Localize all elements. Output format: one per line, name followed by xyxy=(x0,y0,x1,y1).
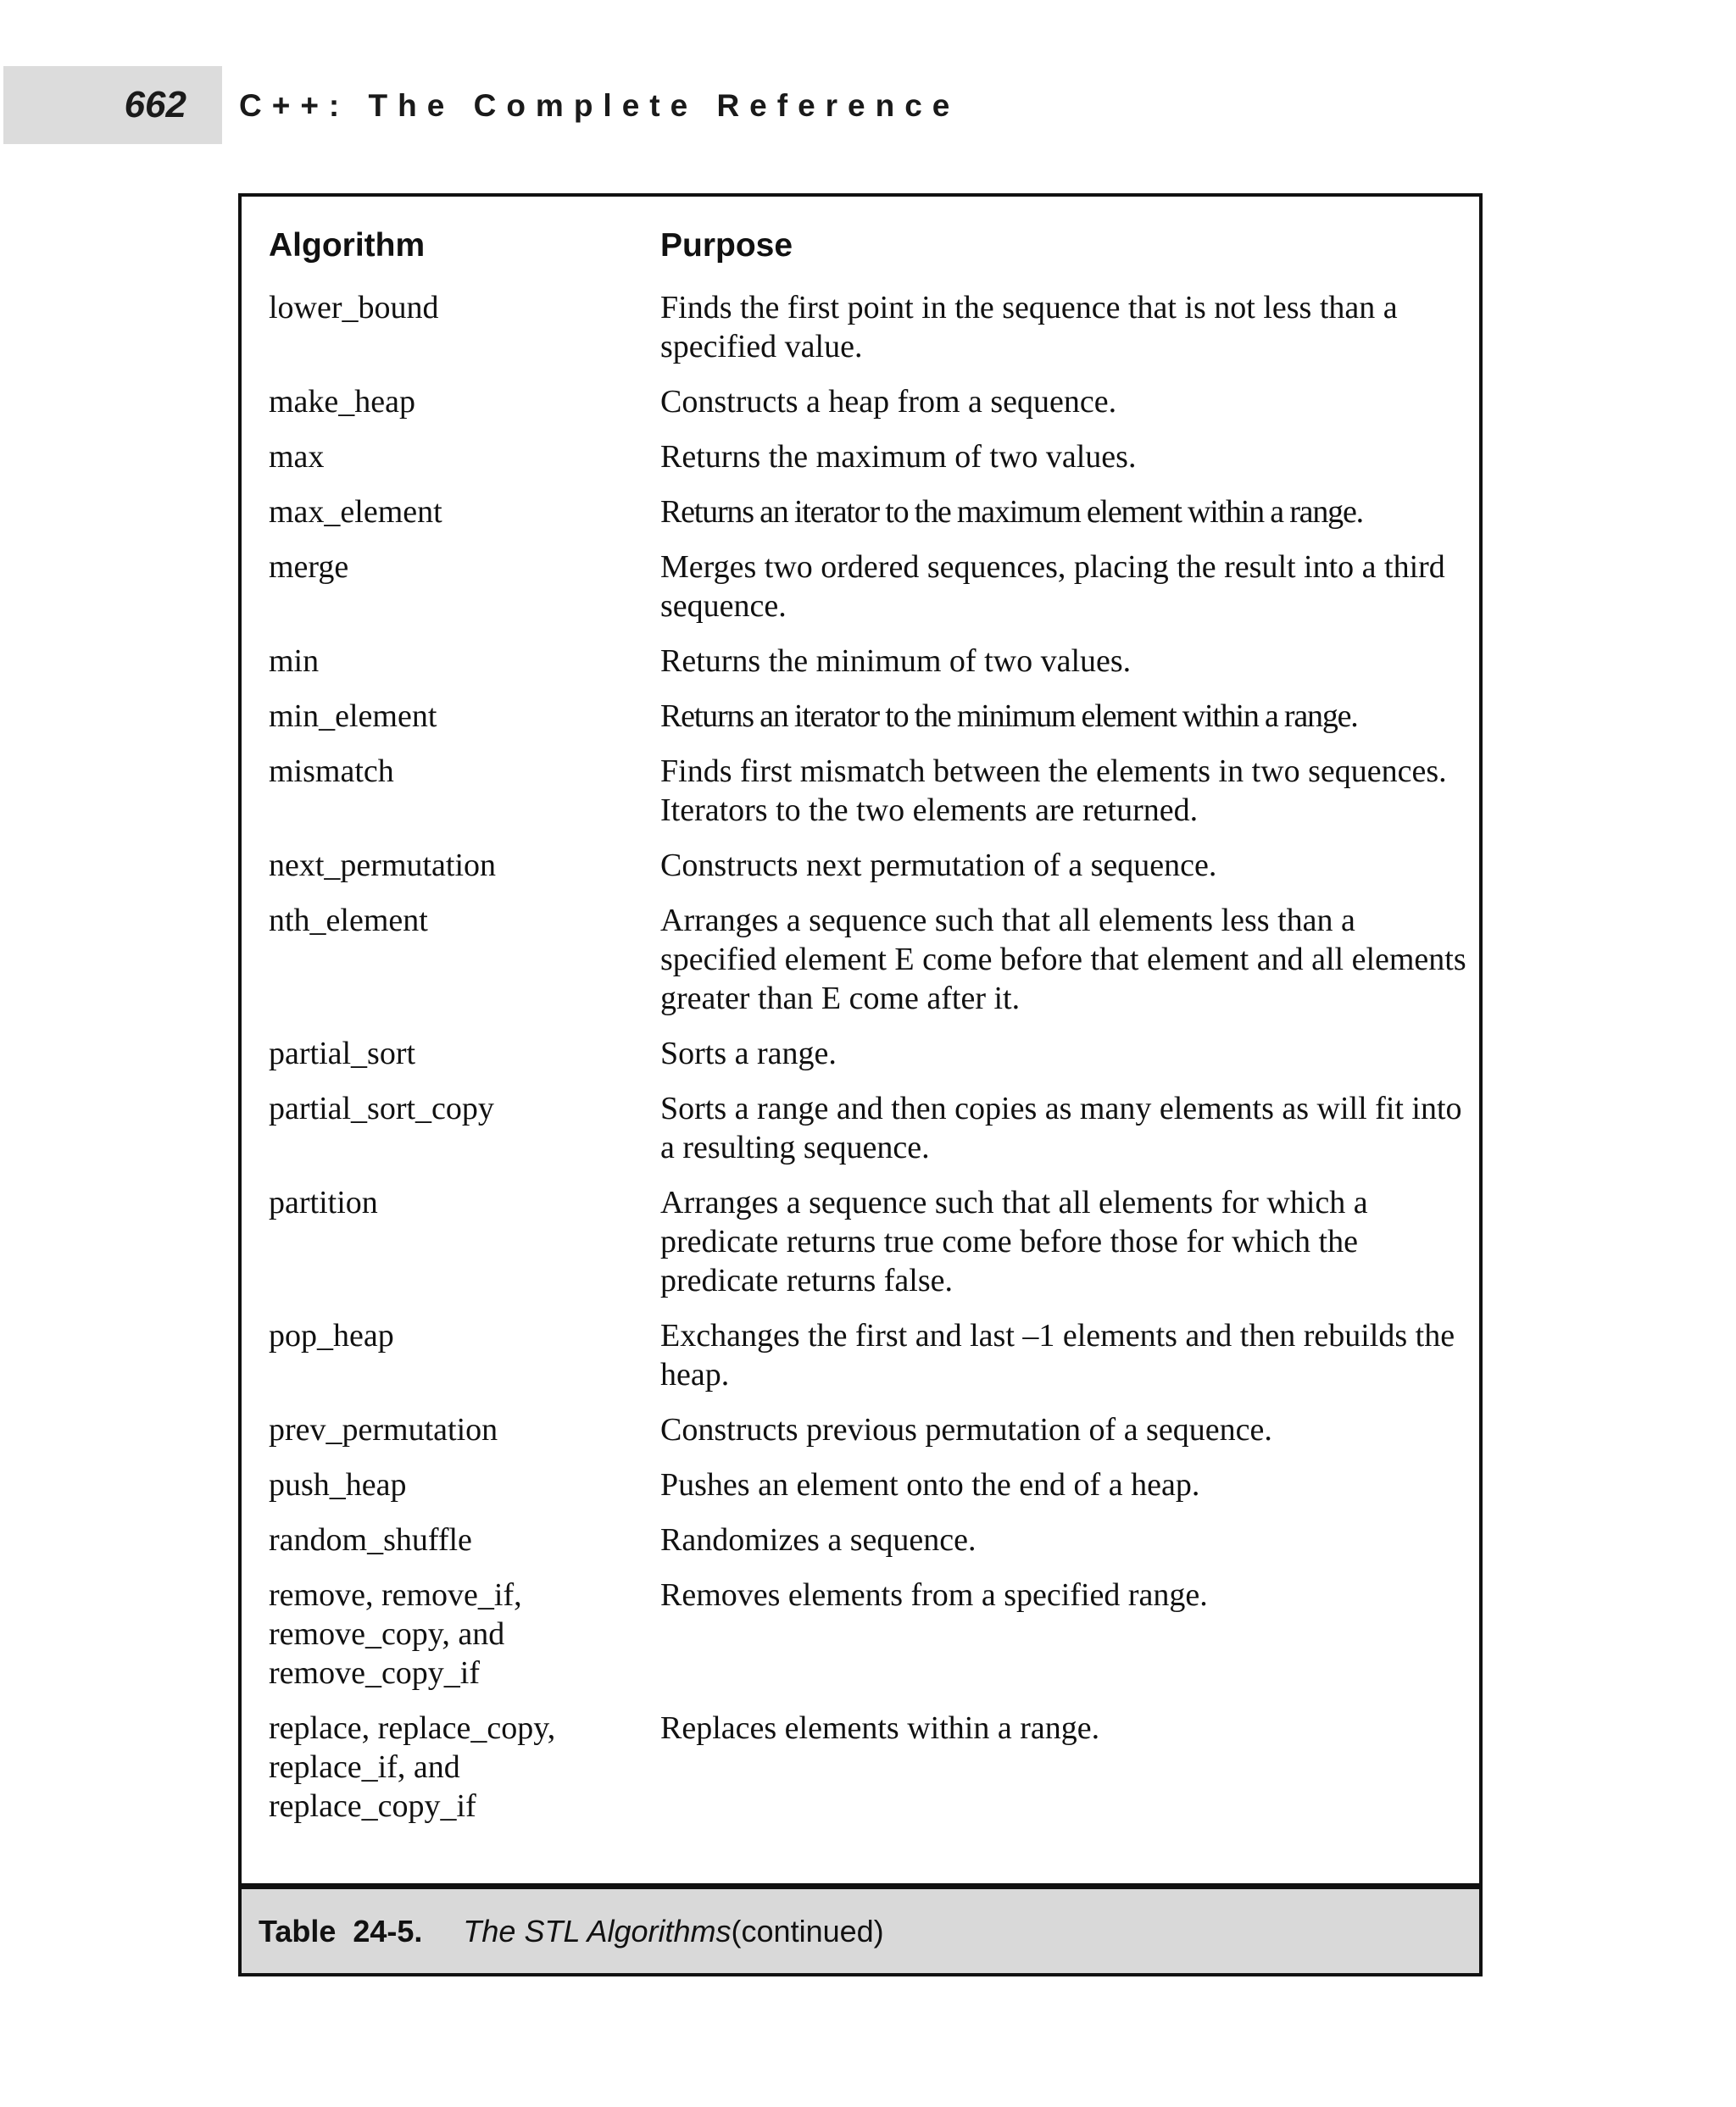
algorithm-cell: lower_bound xyxy=(269,290,439,325)
purpose-cell: Replaces elements within a range. xyxy=(660,1710,1100,1746)
purpose-cell: Arranges a sequence such that all elements less than a specified element E come before that element and all elements greater than E come after it. xyxy=(660,903,1466,1016)
purpose-cell: Constructs next permutation of a sequence. xyxy=(660,848,1217,883)
table-row xyxy=(269,1034,1479,1073)
purpose-cell: Merges two ordered sequences, placing the result into a third sequence. xyxy=(660,549,1445,624)
purpose-cell: Sorts a range. xyxy=(660,1036,837,1071)
table-row xyxy=(269,1316,1479,1394)
table-row xyxy=(269,1709,1479,1826)
table-row xyxy=(269,752,1479,830)
purpose-cell: Finds the first point in the sequence that is not less than a specified value. xyxy=(660,290,1398,364)
purpose-cell: Returns the minimum of two values. xyxy=(660,643,1132,679)
algorithms-table xyxy=(238,193,1483,1976)
table-row xyxy=(269,492,1479,531)
purpose-cell: Randomizes a sequence. xyxy=(660,1522,976,1558)
algorithm-cell: make_heap xyxy=(269,384,416,420)
purpose-cell: Finds first mismatch between the elements in two sequences. Iterators to the two elements are returned. xyxy=(660,753,1447,828)
table-caption xyxy=(242,1883,1479,1973)
header-purpose: Purpose xyxy=(660,227,793,264)
purpose-cell: Returns an iterator to the maximum element within a range. xyxy=(660,494,1363,530)
caption-suffix: (continued) xyxy=(731,1913,884,1949)
table-row xyxy=(269,437,1479,476)
table-row xyxy=(269,1183,1479,1300)
table-row xyxy=(269,1410,1479,1449)
table-row xyxy=(269,846,1479,885)
algorithm-cell: nth_element xyxy=(269,903,428,938)
table-row xyxy=(269,901,1479,1018)
table-row xyxy=(269,382,1479,421)
table-row xyxy=(269,697,1479,736)
running-head: C++: The Complete Reference xyxy=(239,88,960,123)
purpose-cell: Arranges a sequence such that all elements for which a predicate returns true come before those for which the predicate returns false. xyxy=(660,1185,1368,1298)
header-algorithm: Algorithm xyxy=(269,227,426,264)
algorithm-cell: partial_sort_copy xyxy=(269,1091,494,1126)
table-body xyxy=(269,288,1479,1842)
table-row xyxy=(269,288,1479,366)
table-row xyxy=(269,1520,1479,1559)
algorithm-cell: pop_heap xyxy=(269,1318,394,1354)
algorithm-cell: replace, replace_copy, replace_if, and replace_copy_if xyxy=(269,1710,556,1824)
table-row xyxy=(269,548,1479,625)
algorithm-cell: min xyxy=(269,643,320,679)
table-row xyxy=(269,1089,1479,1167)
algorithm-cell: partition xyxy=(269,1185,378,1220)
table-row xyxy=(269,642,1479,681)
table-header xyxy=(269,227,1479,278)
algorithm-cell: mismatch xyxy=(269,753,394,789)
page-number: 662 xyxy=(3,66,222,144)
purpose-cell: Constructs a heap from a sequence. xyxy=(660,384,1117,420)
purpose-cell: Exchanges the first and last –1 elements and then rebuilds the heap. xyxy=(660,1318,1455,1393)
algorithm-cell: min_element xyxy=(269,698,437,734)
table-row xyxy=(269,1465,1479,1504)
algorithm-cell: push_heap xyxy=(269,1467,407,1503)
algorithm-cell: partial_sort xyxy=(269,1036,416,1071)
algorithm-cell: random_shuffle xyxy=(269,1522,472,1558)
purpose-cell: Returns an iterator to the minimum element within a range. xyxy=(660,698,1358,734)
purpose-cell: Pushes an element onto the end of a heap. xyxy=(660,1467,1200,1503)
table-row xyxy=(269,1576,1479,1693)
purpose-cell: Returns the maximum of two values. xyxy=(660,439,1137,475)
caption-title: The STL Algorithms xyxy=(463,1913,732,1949)
algorithm-cell: prev_permutation xyxy=(269,1412,498,1448)
purpose-cell: Removes elements from a specified range. xyxy=(660,1577,1208,1613)
purpose-cell: Sorts a range and then copies as many elements as will fit into a resulting sequence. xyxy=(660,1091,1462,1165)
algorithm-cell: remove, remove_if, remove_copy, and remove_copy_if xyxy=(269,1577,522,1691)
algorithm-cell: max_element xyxy=(269,494,442,530)
algorithm-cell: max xyxy=(269,439,325,475)
purpose-cell: Constructs previous permutation of a sequence. xyxy=(660,1412,1272,1448)
algorithm-cell: merge xyxy=(269,549,349,585)
caption-label: Table 24-5. xyxy=(259,1913,423,1949)
algorithm-cell: next_permutation xyxy=(269,848,497,883)
